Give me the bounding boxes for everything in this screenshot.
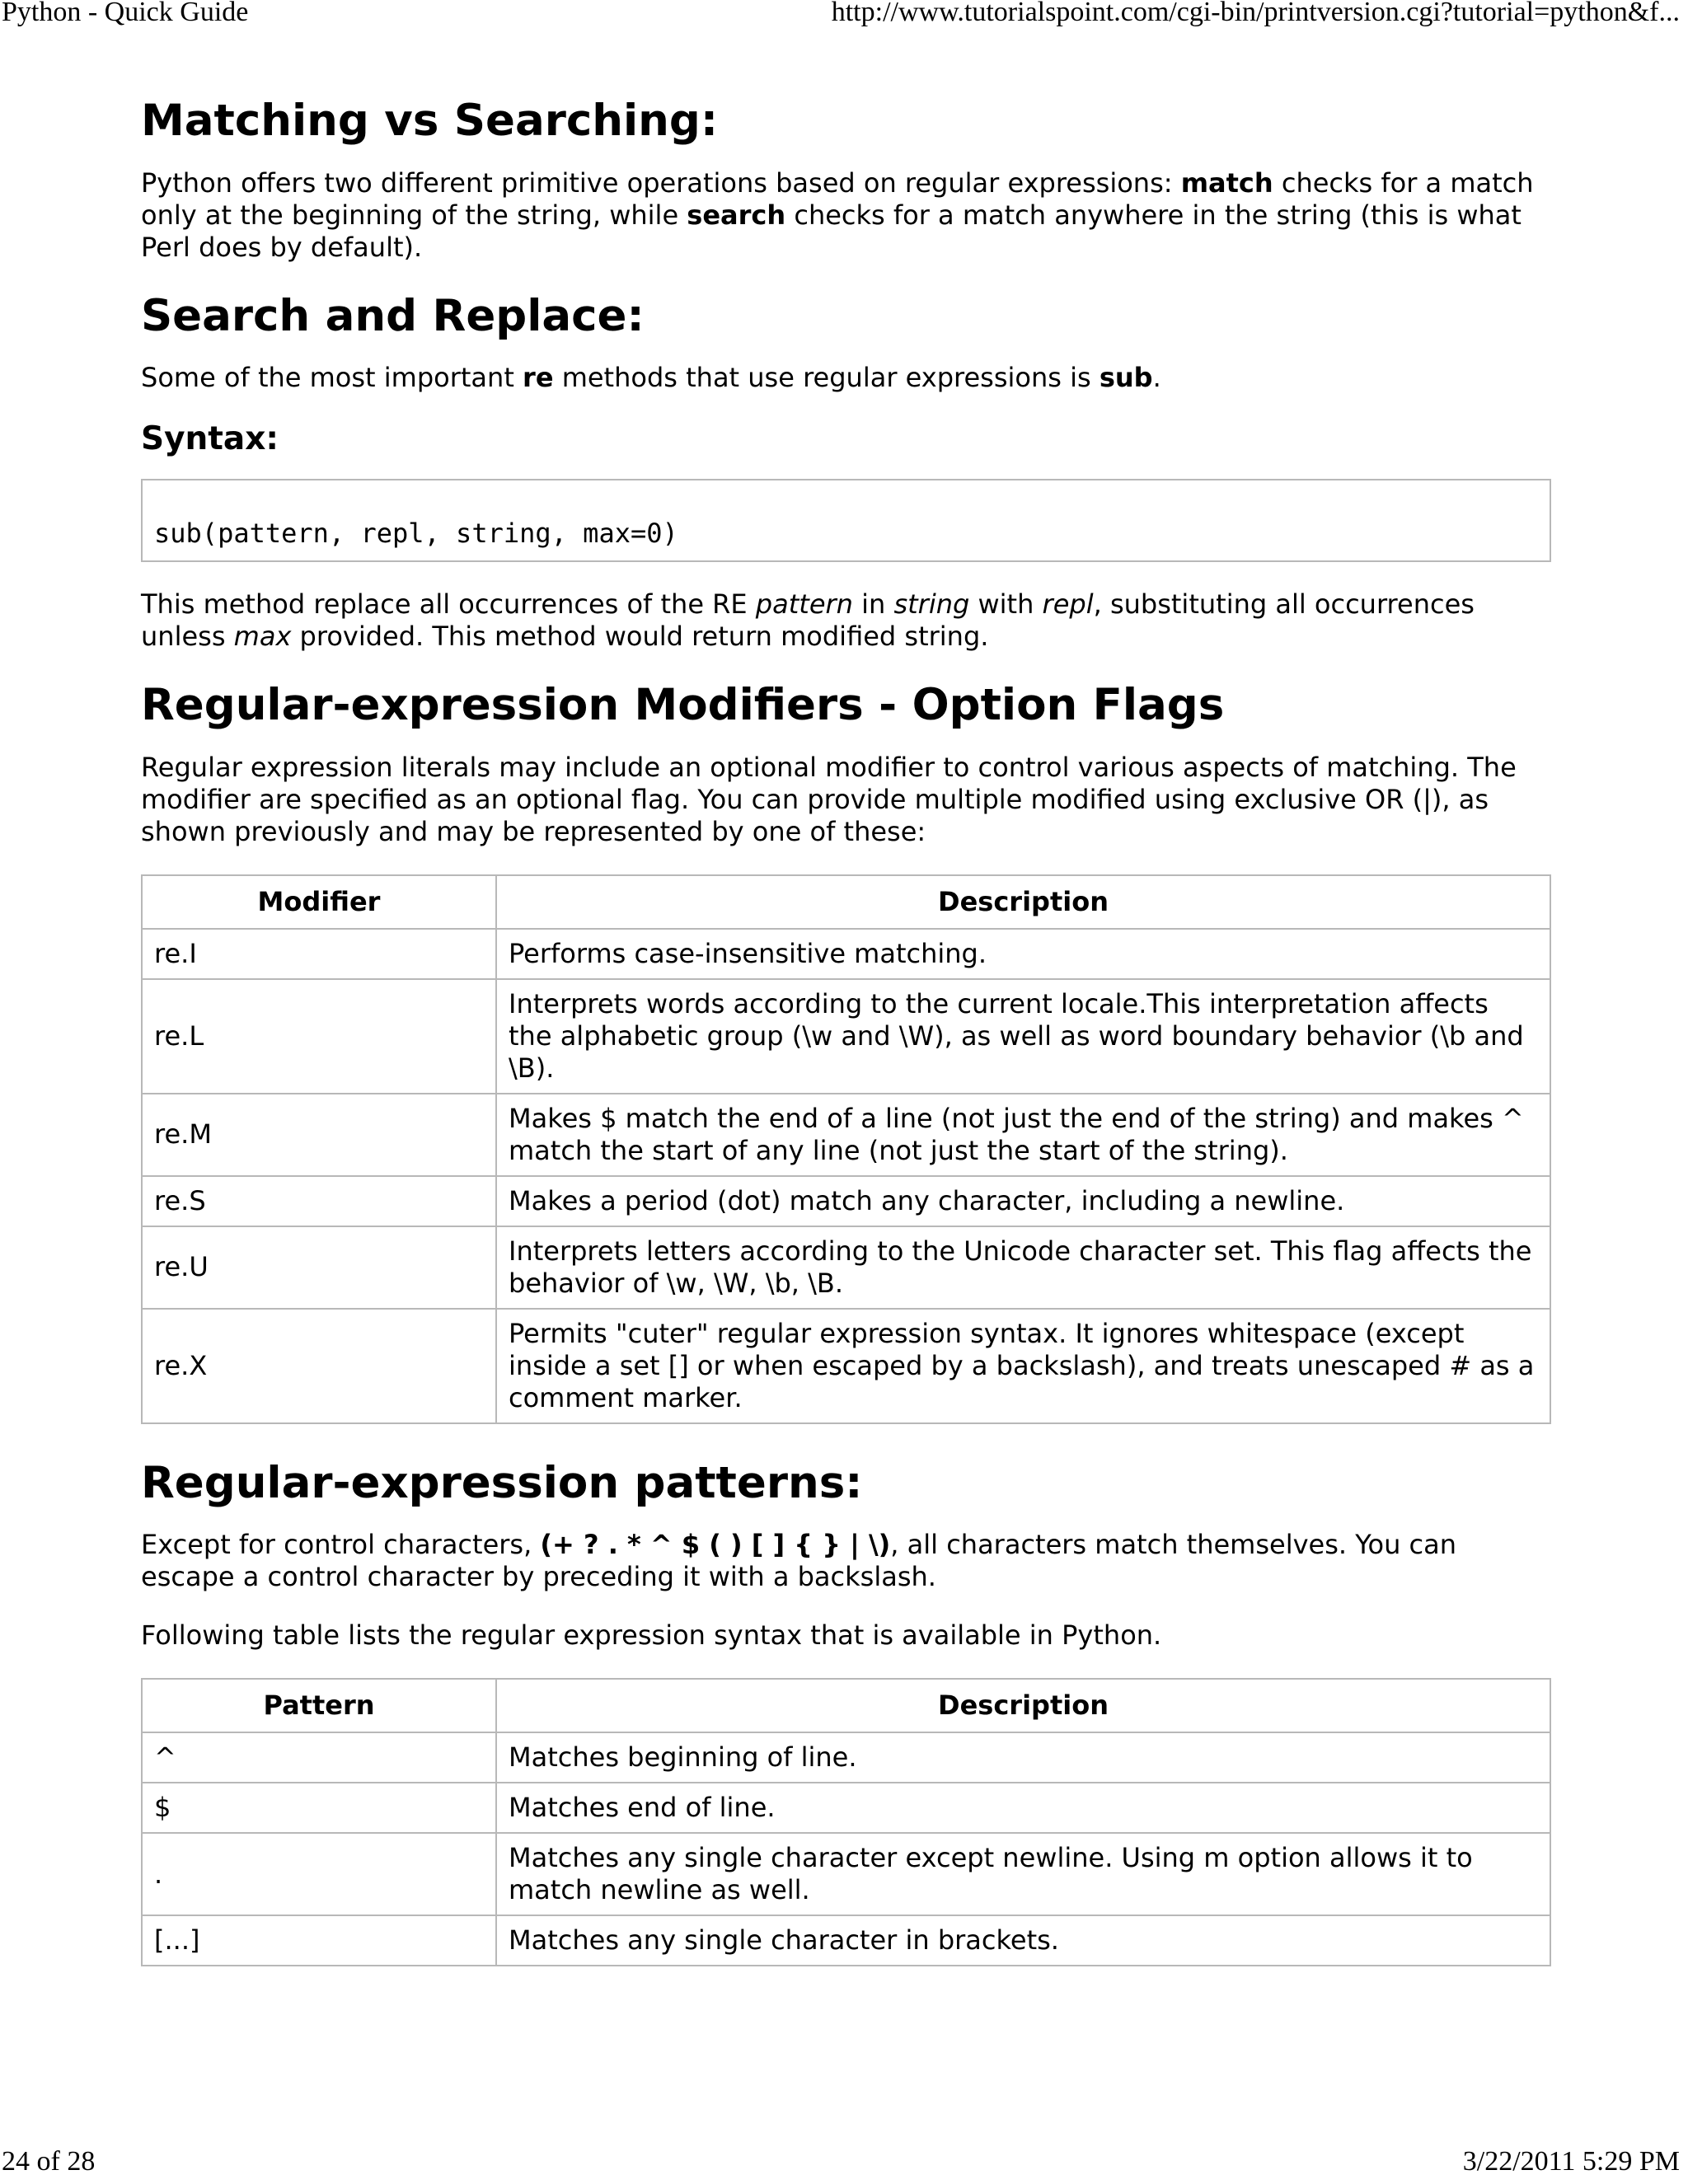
description-cell: Interprets words according to the current locale.This interpretation affects the alphabetic group (\w and \W), as well as word boundary behavior (\b and \B).	[496, 979, 1550, 1094]
description-cell: Matches any single character except newline. Using m option allows it to match newline as well.	[496, 1833, 1550, 1915]
footer-page-number: 24 of 28	[2, 2146, 96, 2177]
description-cell: Interprets letters according to the Unicode character set. This flag affects the behavior of \w, \W, \b, \B.	[496, 1226, 1550, 1309]
description-cell: Makes a period (dot) match any character, including a newline.	[496, 1176, 1550, 1226]
table-row	[142, 979, 1550, 1094]
control-characters: (+ ? . * ^ $ ( ) [ ] { } | \)	[540, 1529, 891, 1561]
patterns-paragraph: Except for control characters, (+ ? . * ^ $ ( ) [ ] { } | \), all characters match themselves. You can escape a control character by preceding it with a backslash.	[141, 1529, 1457, 1593]
heading-patterns: Regular-expression patterns:	[141, 1457, 863, 1508]
table-row	[142, 929, 1550, 979]
header-url[interactable]: http://www.tutorialspoint.com/cgi-bin/printversion.cgi?tutorial=python&f...	[831, 0, 1680, 27]
table-header-row	[142, 875, 1550, 929]
modifiers-intro: Regular expression literals may include an optional modifier to control various aspects of matching. The modifier are specified as an optional flag. You can provide multiple modified using exclusive OR (|), as shown previously and may be represented by one of these:	[141, 751, 1517, 847]
heading-matching-vs-searching: Matching vs Searching:	[141, 96, 719, 146]
modifier-cell: re.L	[142, 979, 496, 1094]
header-title: Python - Quick Guide	[2, 0, 249, 27]
table-row	[142, 1176, 1550, 1226]
matching-paragraph: Python offers two different primitive operations based on regular expressions: match checks for a match only at the beginning of the string, while search checks for a match anywhere in the string (this is what Perl does by default).	[141, 166, 1534, 263]
table-row	[142, 1226, 1550, 1309]
page-content	[141, 95, 1551, 1999]
heading-search-and-replace: Search and Replace:	[141, 290, 645, 341]
re-keyword: re	[523, 362, 554, 394]
modifiers-table	[141, 874, 1551, 1424]
sub-description-paragraph: This method replace all occurrences of the RE pattern in string with repl, substituting all occurrences unless max provided. This method would return modified string.	[141, 588, 1475, 652]
sub-keyword: sub	[1099, 362, 1153, 394]
patterns-table	[141, 1678, 1551, 1966]
description-cell: Matches end of line.	[496, 1783, 1550, 1833]
column-header-description: Description	[496, 875, 1550, 929]
search-replace-paragraph: Some of the most important re methods that use regular expressions is sub.	[141, 362, 1161, 394]
match-keyword: match	[1180, 166, 1273, 199]
modifier-cell: re.I	[142, 929, 496, 979]
heading-syntax: Syntax:	[141, 420, 279, 458]
modifier-cell: re.X	[142, 1309, 496, 1423]
search-keyword: search	[687, 199, 786, 231]
heading-modifiers: Regular-expression Modifiers - Option Flags	[141, 679, 1225, 730]
description-cell: Performs case-insensitive matching.	[496, 929, 1550, 979]
modifier-cell: re.M	[142, 1094, 496, 1176]
table-row	[142, 1833, 1550, 1915]
description-cell: Makes $ match the end of a line (not just the end of the string) and makes ^ match the start of any line (not just the start of the string).	[496, 1094, 1550, 1176]
table-row	[142, 1094, 1550, 1176]
description-cell: Matches beginning of line.	[496, 1732, 1550, 1783]
footer-datetime: 3/22/2011 5:29 PM	[1462, 2146, 1680, 2177]
table-row	[142, 1783, 1550, 1833]
pattern-cell: [...]	[142, 1915, 496, 1966]
pattern-cell: $	[142, 1783, 496, 1833]
pattern-cell: ^	[142, 1732, 496, 1783]
description-cell: Permits "cuter" regular expression syntax. It ignores whitespace (except inside a set [] or when escaped by a backslash), and treats unescaped # as a comment marker.	[496, 1309, 1550, 1423]
column-header-description: Description	[496, 1679, 1550, 1732]
modifier-cell: re.U	[142, 1226, 496, 1309]
table-header-row	[142, 1679, 1550, 1732]
column-header-pattern: Pattern	[142, 1679, 496, 1732]
table-row	[142, 1732, 1550, 1783]
code-block-sub-syntax: sub(pattern, repl, string, max=0)	[141, 479, 1551, 562]
description-cell: Matches any single character in brackets.	[496, 1915, 1550, 1966]
table-row	[142, 1309, 1550, 1423]
patterns-table-intro: Following table lists the regular expression syntax that is available in Python.	[141, 1619, 1162, 1652]
modifier-cell: re.S	[142, 1176, 496, 1226]
pattern-cell: .	[142, 1833, 496, 1915]
column-header-modifier: Modifier	[142, 875, 496, 929]
table-row	[142, 1915, 1550, 1966]
